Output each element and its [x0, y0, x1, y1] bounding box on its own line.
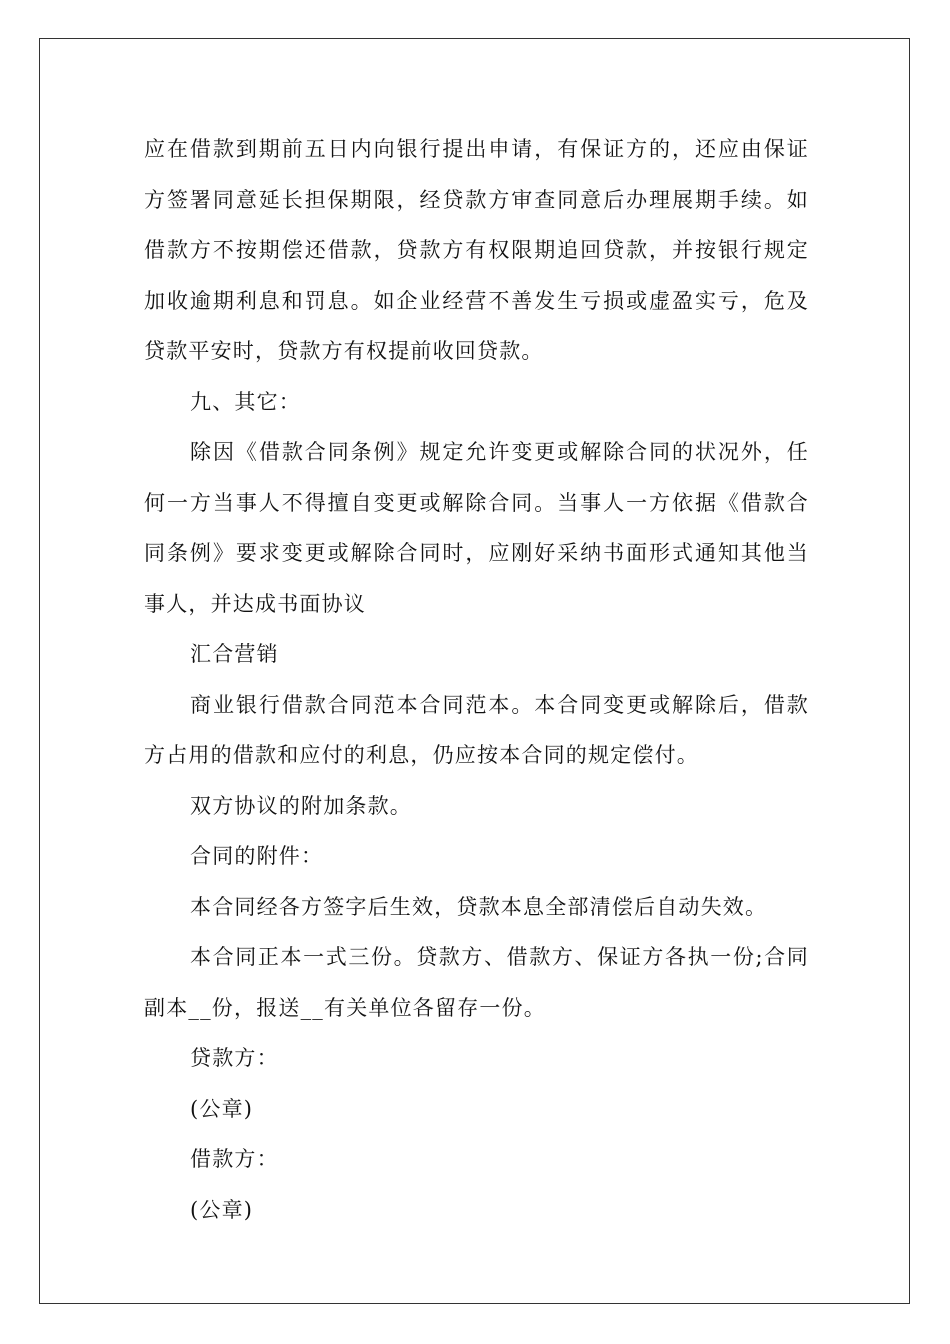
paragraph-copies: 本合同正本一式三份。贷款方、借款方、保证方各执一份;合同副本__份，报送__有关单位各留存一份。 [144, 945, 809, 1020]
paragraph-attachments: 合同的附件： [190, 844, 324, 868]
paragraph-marketing-note: 汇合营销 [190, 642, 279, 666]
paragraph-additional-terms: 双方协议的附加条款。 [190, 793, 412, 818]
signature-borrower-label: 借款方： [190, 1147, 279, 1171]
paragraph-repayment-after-change: 商业银行借款合同范本合同范本。本合同变更或解除后，借款方占用的借款和应付的利息，仍应按本合同的规定偿付。 [144, 692, 809, 767]
signature-lender-seal: (公章) [190, 1096, 254, 1121]
section-heading-other: 九、其它： [190, 389, 301, 414]
signature-borrower-seal: (公章) [190, 1197, 254, 1222]
paragraph-effective: 本合同经各方签字后生效，贷款本息全部清偿后自动失效。 [190, 894, 768, 919]
paragraph-extension-terms: 应在借款到期前五日内向银行提出申请，有保证方的，还应由保证方签署同意延长担保期限，经贷款方审查同意后办理展期手续。如借款方不按期偿还借款，贷款方有权限期追回贷款，并按银行规定加收逾期利息和罚息。如企业经营不善发生亏损或虚盈实亏，危及贷款平安时，贷款方有权提前收回贷款。 [144, 137, 809, 363]
paragraph-contract-change: 除因《借款合同条例》规定允许变更或解除合同的状况外，任何一方当事人不得擅自变更或解除合同。当事人一方依据《借款合同条例》要求变更或解除合同时，应刚好采纳书面形式通知其他当事人，并达成书面协议 [144, 440, 809, 616]
signature-lender-label: 贷款方： [190, 1046, 279, 1070]
document-body [144, 124, 809, 1235]
